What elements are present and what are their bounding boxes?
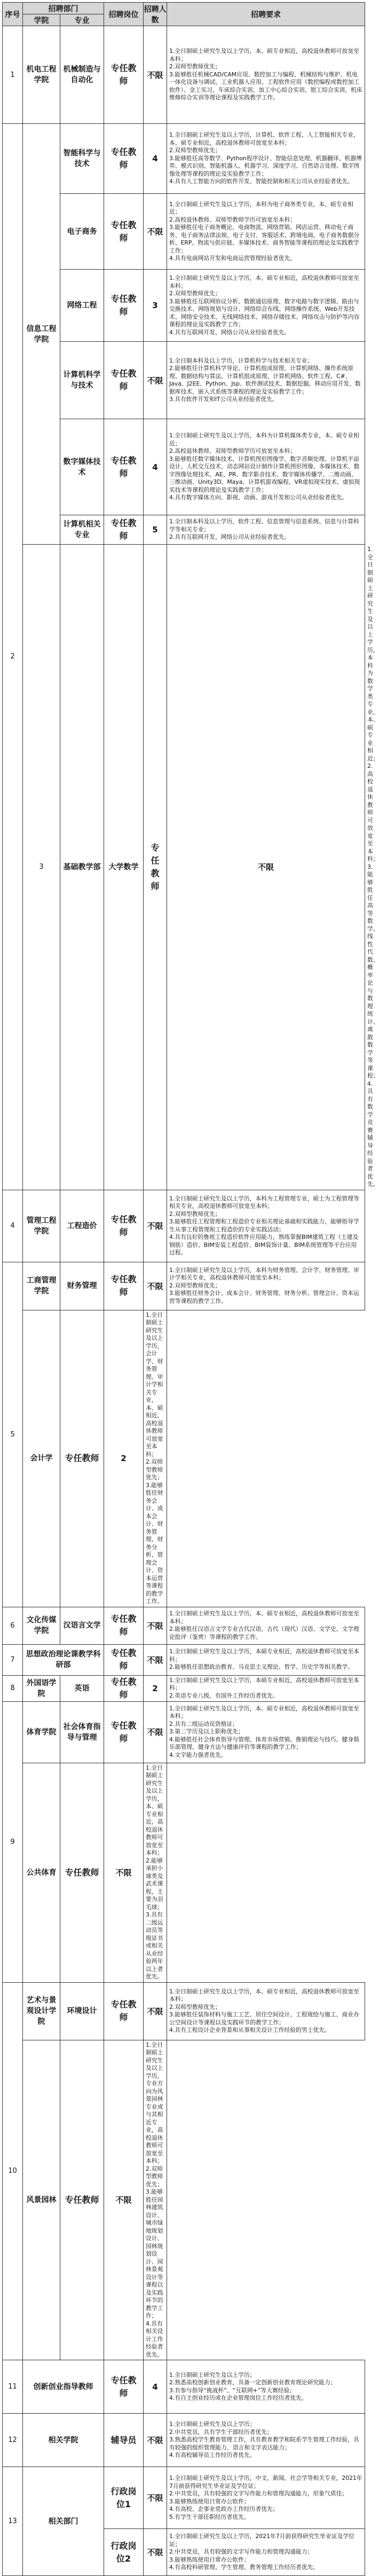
requirement-line: 3.能够熟练使用日常办公软件； [169,2556,250,2563]
requirement-line: 4.有高校科研管理、学生管理、教务管理工作经历者优先。 [169,2564,319,2571]
requirements [144,1310,167,1607]
hire-count: 不限 [144,1701,167,1763]
college-name: 管理工程学院 [23,1190,60,1262]
requirements [167,1644,365,1675]
requirement-line: 1.全日制硕士研究生及以上学历，会计学、财务管理、审计学相关专业，本、硕相近，高校退休教师可放宽至本科； [146,1311,163,1458]
hire-count: 4 [144,124,167,194]
post-name: 专任教师 [104,194,144,270]
requirement-line: 2.高校退休教师、双师型教师学历可放宽至本科； [169,216,296,223]
row-number: 12 [3,2414,23,2467]
requirements [167,2414,365,2467]
requirements [167,26,365,124]
hire-count: 2 [144,1675,167,1701]
college-name: 思想政治理论课教学科研部 [23,1644,104,1675]
requirement-line: 2.高校退休教师、双师型教师学历可放宽至本科； [169,447,296,455]
requirement-line: 3.能够胜任电子商务概论、电商物流、网络营销、网店运营、移动电子商务、电子商务法律法规、电子支付、客服话术、跨境电商、电子商务数据分析、ERP、物流与供应链、多媒体技术、商务智能等课程的理论及实践教学工作； [169,224,360,254]
hire-count: 不限 [144,1982,167,2040]
hire-count: 2 [104,1310,144,1607]
hire-count: 不限 [144,2467,167,2529]
major-name: 智能科学与技术 [60,124,104,194]
table-row [3,2040,365,2360]
requirements [167,1675,365,1701]
requirement-line: 1.全日制硕士研究生及以上学历； [169,2421,256,2428]
row-number: 5 [3,1262,23,1607]
table-row [3,124,365,194]
requirements [167,1262,365,1310]
row-number: 11 [3,2360,23,2414]
requirements [167,2529,365,2576]
post-name: 专任教师 [60,2040,104,2360]
requirement-line: 4.具有人工智能方向的软件开发、智能控制和相关公司从业经验者优先。 [169,178,354,185]
requirement-line: 1.全日制硕士研究生及以上学历，计算机、软件工程、人工智能相关专业，本、硕专业相近，高校退休教师可放宽至本科； [169,131,359,146]
requirement-line: 2.中共党员，具有较强的文字写作能力和管理沟通能力； [169,2548,313,2556]
hire-count: 4 [144,419,167,515]
requirement-line: 4.能够胜任社会体育指导与管理、体育市场营销、推销理论与技巧、健身俱乐部管理、健身方法与健康评价等课程的教学工作； [169,1735,359,1751]
major-name: 会计学 [23,1310,60,1607]
table-row [3,26,365,124]
requirements [167,270,365,342]
requirement-line: 1.全日制硕士研究生及以上学历，本硕专业相近，高校退休教师可放宽至本科； [169,1676,359,1692]
requirements [167,515,365,545]
requirement-line: 2.具有互联网开发、网络公司从业经验者优先。 [169,533,290,541]
major-name: 环境设计 [60,1982,104,2040]
requirement-line: 3.能够胜任财务会计、成本会计、财务管理、财务分析、管理会计、资本运营等课程的教学工作。 [169,1290,359,1305]
post-name: 辅导员 [104,2414,144,2467]
header-post: 招聘岗位 [104,3,144,26]
major-name: 汉语言文学 [60,1607,104,1644]
major-name: 工程造价 [60,1190,104,1262]
post-name: 专任教师 [104,2360,144,2414]
requirement-line: 1.全日制硕士研究生及以上学历，本科为工程管理专业，硕士为工程管理等相关专业，高校退休教师可放宽至本科； [169,1195,359,1210]
major-name: 财务管理 [60,1262,104,1310]
requirement-line: 3.能够胜任财务会计、成本会计、财务管理、财务分析、管理会计、资本运营等课程的教学工作。 [146,1481,163,1605]
major-name: 英语 [60,1675,104,1701]
major-name: 机械制造与自动化 [60,26,104,124]
requirement-line: 2.能够胜任汉语言文学专业古代汉语、古代（现代）汉语、文学史、文学理论批评（鉴赏）等课程的教学工作。 [169,1625,359,1640]
row-number: 13 [3,2467,23,2576]
requirement-line: 5.有学生干部任职经历者优先。 [169,2513,250,2520]
hire-count: 不限 [144,1644,167,1675]
table-row [3,1644,365,1675]
college-name: 机电工程学院 [23,26,60,124]
requirement-line: 4.具有良好的鲁班工程造价软件应用能力，熟练掌握BIM建筑工程（土建及钢筋）造价、BIM安装工程造价、BIM装饰计量、BIM系统管理等平台应用过程。 [169,1234,359,1256]
post-name: 专任教师 [104,515,144,545]
table-row [3,1763,365,1982]
requirements [167,419,365,515]
hire-count: 5 [144,515,167,545]
row-number: 6 [3,1607,23,1644]
requirements [167,1982,365,2040]
requirements [167,2467,365,2529]
hire-count: 3 [144,270,167,342]
row-number: 9 [3,1701,23,1982]
table-row [3,2360,365,2414]
post-name: 专任教师 [104,124,144,194]
hire-count: 4 [144,2360,167,2414]
requirement-line: 2.双师型教师优先； [169,2003,221,2010]
requirement-line: 2.能够胜任计算机科学导论、计算机组成原理、计算机网络、操作系统原理、数据结构与算法、计算机组成原理、计算机网络、软件工程、C#、Java、J2EE、Python、Jsp、软件测试技术、数据挖掘、移动应用开发、数据库技术、嵌入式系统等课程的理论及实验教学工作； [169,365,361,395]
college-name: 相关学院 [23,2414,104,2467]
requirement-line: 1.全日制硕士研究生及以上学历，本、硕专业相近，高校退休教师可放宽至本科； [169,1705,359,1720]
requirement-line: 4.具有工程设计企业背景和从事相关设计工作经验的男士优先。 [169,2027,330,2033]
requirement-line: 3.能够胜任工程管理和工程造价专业相关理论基础和实践能力，能够指导学生从事工程管理和工程造价的专业实践活动； [169,1218,359,1233]
row-number: 7 [3,1644,23,1675]
major-name: 电子商务 [60,194,104,270]
requirement-line: 2.双师型教师优先； [169,1210,221,1218]
post-name: 专任教师 [104,270,144,342]
requirement-line: 1.全日制硕士研究生及以上学历，2021年7月前获得研究生毕业证及学位证； [169,2533,354,2548]
table-row: 3 基础教学部 大学数学 专任教师 不限 1.全日制硕士研究生及以上学历，本科为数学类专业，本、硕专业相近； 2.高校退休教师可放宽至本科； 3.能够胜任高等数学、线性代数、概率论与数理统计、离散数学等课程； 4.具有数学竞赛辅导经验者优先。 [3,545,365,1190]
requirement-line: 4.有高校辅导员工作经历者优先。 [169,2452,256,2459]
post-name: 专任教师 [104,1982,144,2040]
requirement-line: 2.英语专业八级，有国外工作经历者优先。 [169,1692,279,1699]
requirement-line: 2.中共党员，具有较强的文字写作能力和管理沟通能力，形象气质佳； [169,2490,348,2497]
requirement-line: 2.能够承担小球类及武术课程，主要为羽毛球； [146,1857,163,1911]
requirement-line: 2.双师型教师优先； [146,2165,163,2188]
table-row [3,1675,365,1701]
requirement-line: 4.有高校、企事业党政办工作经历者优先； [169,2506,279,2512]
post-name: 专任教师 [104,342,144,419]
requirements [167,1607,365,1644]
table-row [3,1607,365,1644]
requirement-line: 3.有参与指导“挑战杯”、“互联网+”等大赛经验； [169,2386,296,2394]
requirement-line: 1.全日制硕士研究生及以上学历，本、硕专业相近，高校退休教师可放宽至本科； [169,274,359,289]
requirement-line: 2.双师型教师优先； [169,1282,221,1289]
post-name: 行政岗位1 [104,2467,144,2529]
recruitment-table [2,2,379,2576]
requirement-line: 2.双师型教师优先； [169,147,221,154]
requirement-line: 1.全日制硕士研究生及以上学历，本科为财务管理、会计学、财务管理、审计学相关专业，高校退休教师可放宽至本科； [169,1266,359,1282]
requirement-line: 2.熟悉高校创新创业教育，具备一定创新创业教育理论研究能力； [169,2379,336,2386]
row-number: 1 [3,26,23,124]
major-name: 风景园林 [23,2040,60,2360]
college-name: 基础教学部 [60,545,104,1190]
hire-count: 不限 [144,1190,167,1262]
requirement-line: 3.熟悉高校学生教育管理工作，具有教育教学和院系学生管理工作经验，具有较强的组织管理能力、语言和文字表达能力； [169,2436,359,2451]
requirement-line: 1.全日制硕士研究生及以上学历，本、硕专业相近，高校退休教师可放宽至本科； [169,1610,359,1625]
header-req: 招聘要求 [167,3,365,26]
requirement-line: 1.全日制本科及以上学历，计算机科学与技术相关专业； [169,357,313,364]
requirement-line: 4.具有电商网站开发和电商运营管理经验者优先。 [169,255,296,262]
college-name: 外国语学院 [23,1675,60,1701]
header-college: 学院 [23,14,60,26]
post-name: 专任教师 [104,1675,144,1701]
post-name: 专任教师 [104,1190,144,1262]
requirement-line: 2.双师型教师优先； [169,63,221,70]
post-name: 行政岗位2 [104,2529,144,2576]
requirement-line: 3.具有二级运动员等级证书或相关从业经验两年以上者优先。 [146,1911,163,1980]
requirement-line: 4.有自主创业经历或在企业管理岗位工作经历者优先。 [169,2394,307,2401]
requirement-line: 4.具有互联网开发、网络公司从业经验者优先。 [169,328,290,336]
row-number: 4 [3,1190,23,1262]
college-name: 创新创业指导教师 [23,2360,104,2414]
requirement-line: 3.具有软件开发和IT公司从业经验者优先。 [169,396,278,403]
hire-count: 不限 [104,2040,144,2360]
requirement-line: 3.能够胜任互联网协议分析、数据通信原理、数字电路与数字逻辑、路由与交换技术、网络规划与设计、网络综合布线、网络操作系统、Web开发技术、网络安全技术、无线网络技术、网络存储技术、网络攻击与防护等内容课程的理论及实践教学工作； [169,297,360,328]
table-row [3,1982,365,2040]
requirement-line: 3.能够胜任数字媒体技术、计算机图形图像学、数字音频处理、计算机平面设计、人机交互技术、动态网站设计制作计算机图形图像、多媒体技术、数字图像处理技术、AE、PR、数字影音技术、数字媒体传播学、二维动画、三维动画、Unity3D、Maya、计算机游戏编程、VR虚拟现实技术、虚拟现实技术等课程的理论及实践教学工作； [169,455,360,493]
table-row [3,1190,365,1262]
table-row [3,1701,365,1763]
major-name: 网络工程 [60,270,104,342]
requirement-line: 1.全日制本科及以上学历，软件工程、信息管理与信息系统、信息与计算科学等相关专业； [169,518,359,533]
requirement-line: 3.能够胜任装饰材料与施工工艺、居住空间设计、工程规绘与施工、商业办公空间设计等课程以及实践环节的教学工作； [169,2011,359,2026]
hire-count: 不限 [144,2529,167,2576]
post-name: 专任教师 [144,545,167,1190]
requirement-line: 2.具有二级运动员资格证； [169,1720,239,1727]
requirement-line: 3.第二学历及以上职称优先； [169,1728,244,1735]
requirement-line: 3.能够胜任园林建筑设计、城市绿地规划设计、园林规划设计、园林景观设计等课程以及实践环节的教学工作； [146,2188,163,2319]
hire-count: 不限 [144,2414,167,2467]
table-row [3,1310,365,1607]
row-number: 10 [3,1982,23,2360]
requirement-line: 1.全日制硕士研究生及以上学历； [169,2371,256,2378]
hire-count: 不限 [167,545,365,1190]
row-number: 2 [3,124,23,1190]
requirement-line: 2.能够胜任思想政治教育、马克思主义理论、哲学、历史学等相关教学。 [169,1663,354,1671]
college-name: 文化传媒学院 [23,1607,60,1644]
table-row [3,1262,365,1310]
requirements [167,342,365,419]
requirement-line: 3.能够熟练使用日常办公软件； [169,2498,250,2505]
requirements [167,194,365,270]
header-major: 专业 [60,14,104,26]
college-name: 艺术与景观设计学院 [23,1982,60,2040]
post-name: 专任教师 [60,1763,104,1982]
requirement-line: 1.全日制硕士研究生及以上学历，本硕专业相近，高校退休教师可放宽至本科； [169,1648,359,1663]
hire-count: 不限 [144,1262,167,1310]
table-row [3,2467,365,2529]
post-name: 专任教师 [104,1262,144,1310]
college-name: 相关部门 [23,2467,104,2576]
major-name: 大学数学 [104,545,144,1190]
requirement-line: 2.双师型教师优先； [146,1458,163,1481]
requirements [167,124,365,194]
requirement-line: 1.全日制硕士研究生及以上学历，中文、新闻、社会学等相关专业，2021年7月前获得研究生毕业证及学位证； [169,2475,362,2489]
header-count: 招聘人数 [144,3,167,26]
requirement-line: 1.全日制硕士研究生及以上学历，本科为电子商务类专业，本、硕专业相近； [169,200,354,215]
requirements [167,1701,365,1763]
college-name: 体育学院 [23,1701,60,1763]
header-dept: 招聘部门 [23,3,104,14]
requirement-line: 2.中共党员，具有学生干部经历者优先； [169,2428,273,2436]
major-name: 公共体育 [23,1763,60,1982]
post-name: 专任教师 [60,1310,104,1607]
row-number: 8 [3,1675,23,1701]
hire-count: 不限 [144,26,167,124]
requirement-line: 3.能够胜任高等数学、Python程序设计、智能信息处理、机器翻译、机器博弈、模式识别、智能机器人、机器学习、深度学习、自然语言处理、数字图像处理等课程的理论及实验教学工作； [169,154,362,177]
table-row [3,2414,365,2467]
post-name: 专任教师 [104,419,144,515]
requirement-line: 1.全日制硕士研究生及以上学历，本、硕专业相近，高校退休教师可放宽至本科； [169,48,359,62]
college-name: 信息工程学院 [23,124,60,545]
major-name: 计算机科学与技术 [60,342,104,419]
requirements [167,1190,365,1262]
post-name: 专任教师 [104,1607,144,1644]
hire-count: 不限 [104,1763,144,1982]
requirement-line: 3.能够胜任机械CAD/CAM应用、数控加工与编程、机械结构与维护、机电一体化设备与调试、工业机器人应用、工程软件应用（数控编程或数控加工软件）、金工实习、车床综合实训、加工中心综合实训、钳工综合实训、机床维修综合实训等理论课程及实践教学工作。 [169,70,362,101]
requirement-line: 4.具有相关设计工作经验者优先。 [146,2320,163,2358]
hire-count: 不限 [144,194,167,270]
requirements [144,2040,167,2360]
major-name: 数字媒体技术 [60,419,104,515]
row-number: 3 [23,545,60,1190]
major-name: 计算机相关专业 [60,515,104,545]
requirement-line: 1.全日制硕士研究生及以上学历，专业方向为风景园林专业或与其相近专业，高校退休教师可放宽至本科； [146,2041,163,2164]
requirement-line: 4.文字能力强者优先。 [169,1751,227,1758]
requirement-line: 1.全日制硕士研究生及以上学历，本科为计算机媒体类专业，本、硕专业相近； [169,432,359,447]
college-name: 工商管理学院 [23,1262,60,1310]
hire-count: 不限 [144,1607,167,1644]
requirements [167,2360,365,2414]
post-name: 专任教师 [104,1701,144,1763]
major-name: 社会体育指导与管理 [60,1701,104,1763]
hire-count: 不限 [144,342,167,419]
post-name: 专任教师 [104,1644,144,1675]
requirement-line: 1.全日制硕士研究生及以上学历，本、硕专业相近，高校退休教师可放宽至本科； [169,1988,359,2002]
post-name: 专任教师 [104,26,144,124]
requirement-line: 1.全日制硕士研究生及以上学历，本、硕专业相近，高校退休教师可放宽至本科； [146,1764,163,1856]
header-no: 序号 [3,3,23,26]
requirements [144,1763,167,1982]
requirement-line: 2.双师型教师优先； [169,290,221,297]
requirement-line: 4.具有数字媒体方向、影视、动画、游戏开发和公司从业经验者优先。 [169,494,348,501]
